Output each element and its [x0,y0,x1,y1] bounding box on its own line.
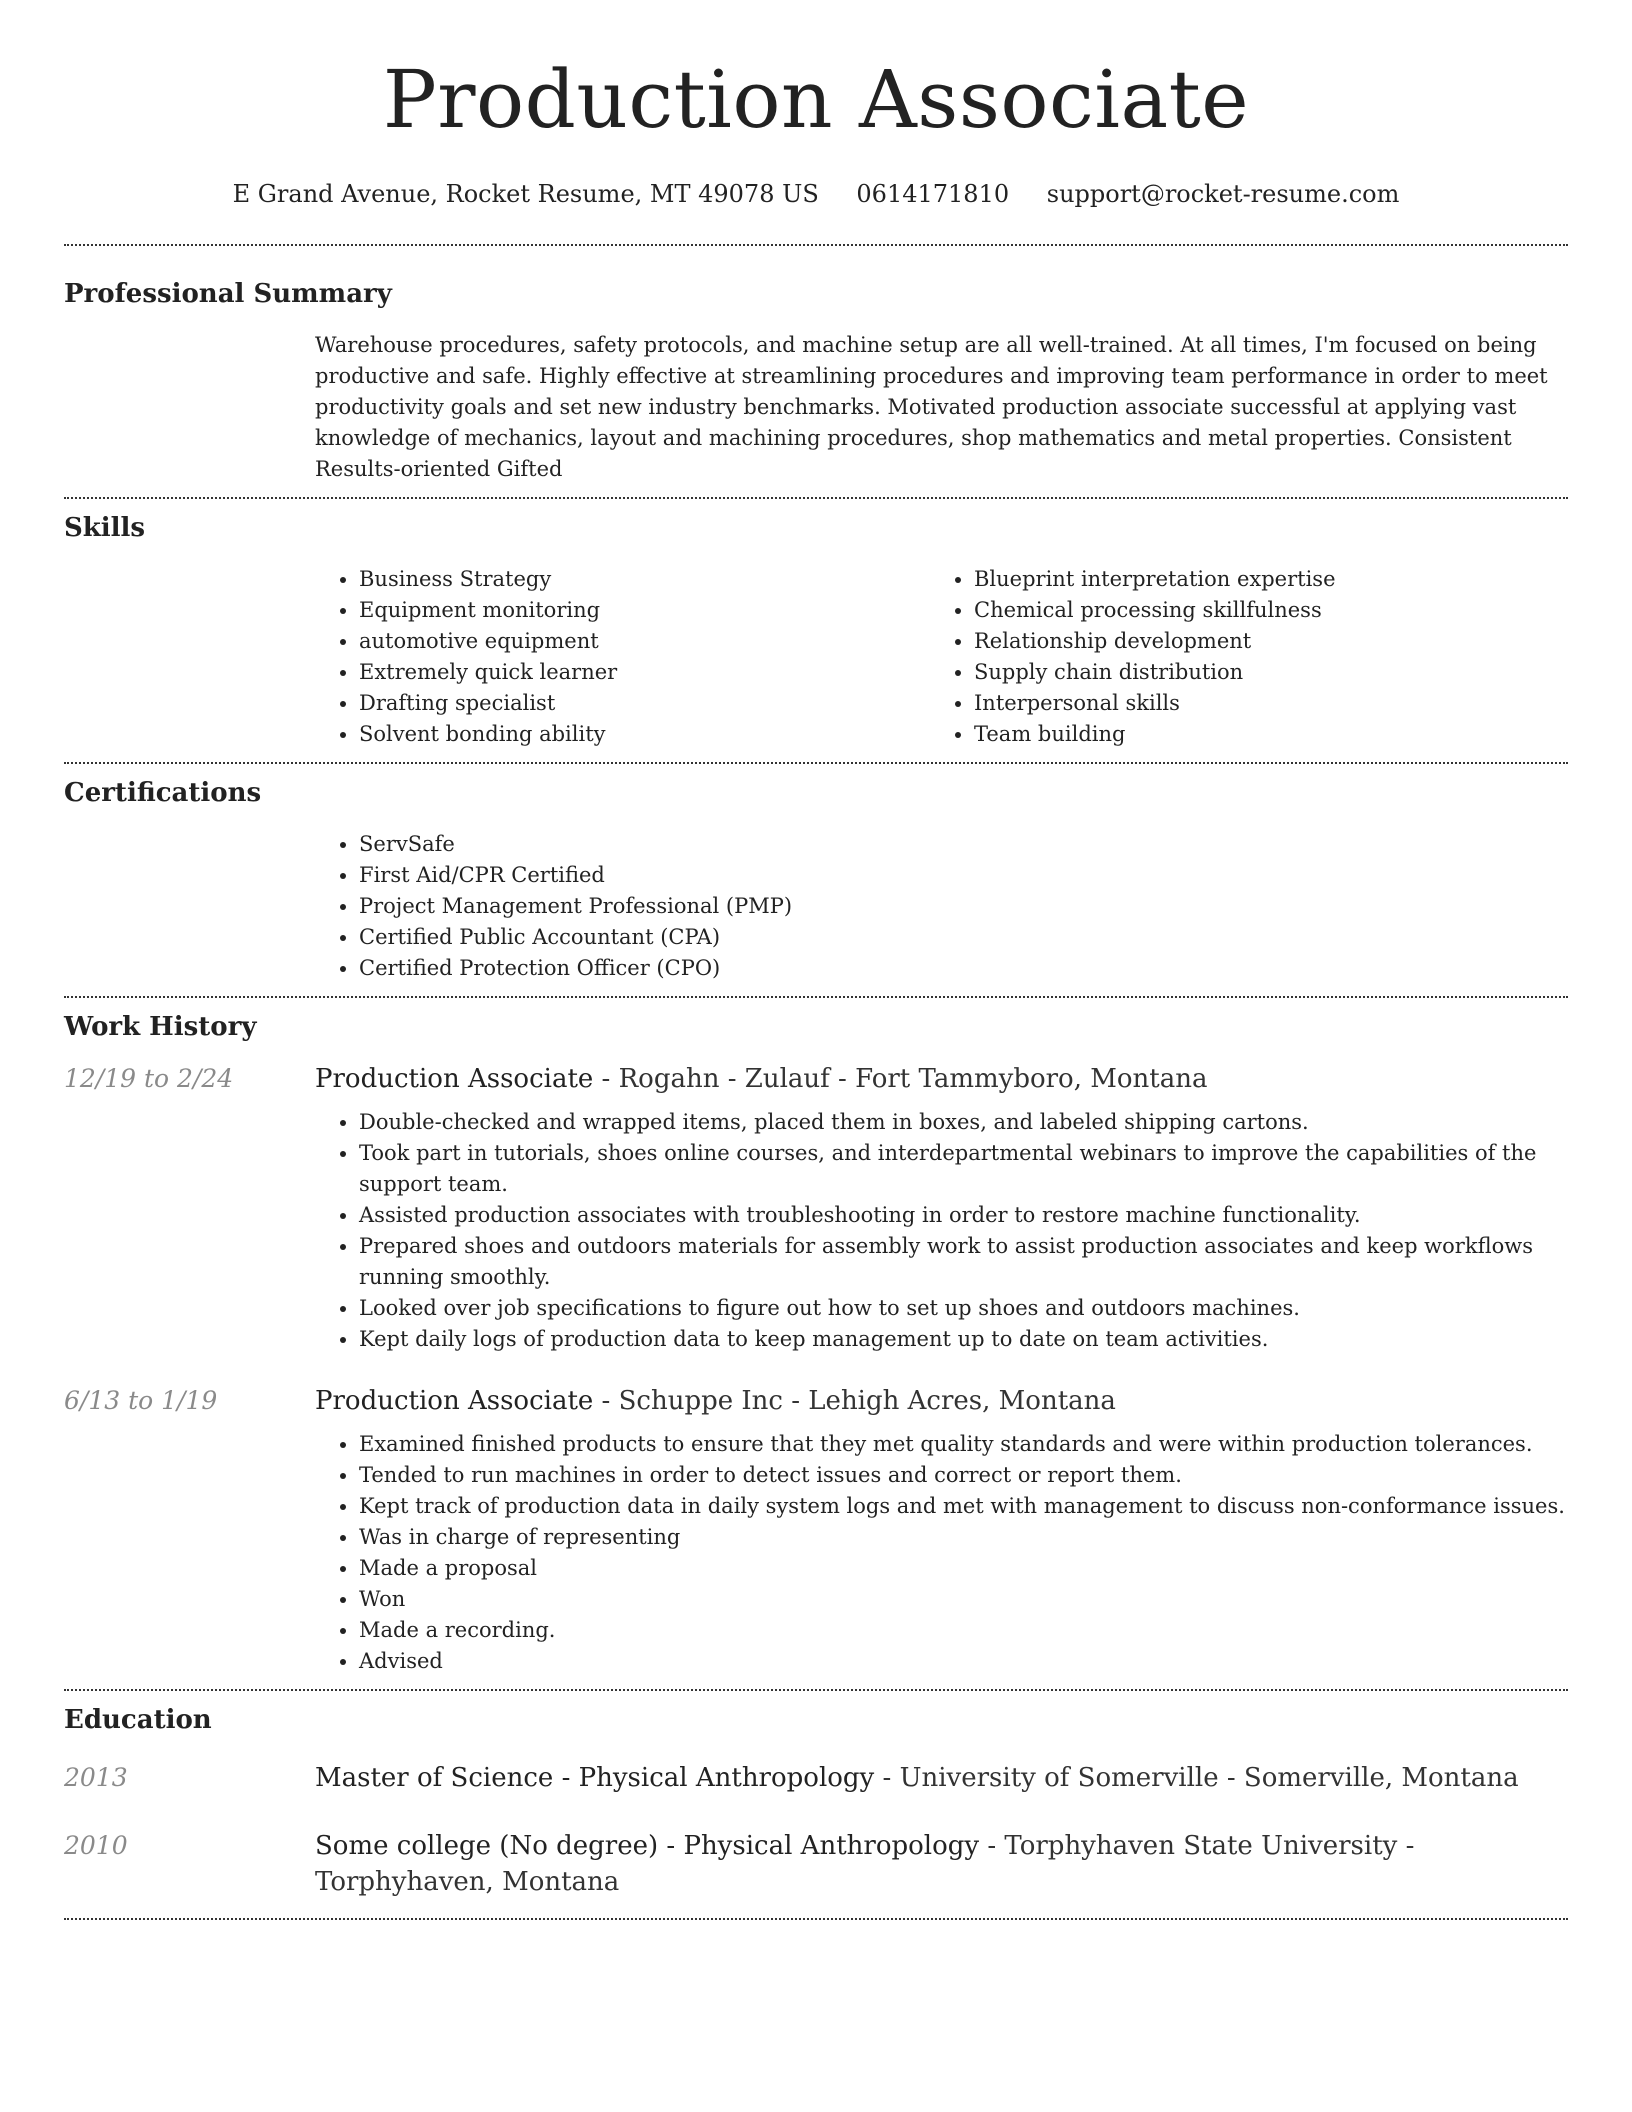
contact-address: E Grand Avenue, Rocket Resume, MT 49078 US [232,180,819,208]
job-bullet: • Assisted production associates with troubleshooting in order to restore machine functionality. [359,1200,1568,1231]
summary-section [64,246,1568,497]
certifications-body [315,829,1568,996]
certifications-list [315,829,1568,984]
job-bullet: • Tended to run machines in order to detect issues and correct or report them. [359,1460,1568,1491]
job-bullet: • Advised [359,1646,1568,1677]
job-bullet: • Double-checked and wrapped items, placed them in boxes, and labeled shipping cartons. [359,1107,1568,1138]
summary-text: Warehouse procedures, safety protocols, and machine setup are all well-trained. At all times, I'm focused on being productive and safe. Highly effective at streamlining procedures and improving team performance in order to meet productivity goals and set new industry benchmarks. Motivated production associate successful at applying vast knowledge of mechanics, layout and machining procedures, shop mathematics and metal properties. Consistent Results-oriented Gifted [315,333,1548,481]
job-bullet: • Examined finished products to ensure that they met quality standards and were within production tolerances. [359,1429,1568,1460]
skill-item: • Team building [974,719,1545,750]
skill-item: • Blueprint interpretation expertise [974,564,1545,595]
skills-list-left [315,564,930,750]
education-degree: Master of Science - Physical Anthropology [315,1763,875,1793]
education-entry [64,1760,1568,1796]
education-title: Education [64,1705,212,1735]
job-details: - Schuppe Inc - Lehigh Acres, Montana [593,1386,1116,1416]
certification-item: • Project Management Professional (PMP) [359,891,1568,922]
contact-line [64,178,1568,210]
divider [64,1918,1568,1920]
job-bullet: • Made a proposal [359,1553,1568,1584]
job-bullet: • Won [359,1584,1568,1615]
job-dates: 6/13 to 1/19 [64,1386,218,1415]
contact-email: support@rocket-resume.com [1046,180,1400,208]
job-heading [315,1383,1568,1419]
job-bullet: • Was in charge of representing [359,1522,1568,1553]
job-bullets [315,1107,1568,1355]
certification-item: • ServSafe [359,829,1568,860]
work-title: Work History [64,1012,257,1042]
job-bullet: • Looked over job specifications to figure out how to set up shoes and outdoors machines. [359,1293,1568,1324]
job-content [315,1383,1568,1677]
job-bullet: • Kept track of production data in daily system logs and met with management to discuss non-conformance issues. [359,1491,1568,1522]
resume-name: Production Associate [382,53,1250,146]
job-title: Production Associate [315,1386,594,1416]
job-bullet: • Made a recording. [359,1615,1568,1646]
job-title: Production Associate [315,1064,594,1094]
job-content [315,1061,1568,1355]
skill-item: • Supply chain distribution [974,657,1545,688]
job-entry [64,1383,1568,1689]
summary-title: Professional Summary [64,279,392,309]
skills-grid [315,564,1568,762]
skills-list-right [930,564,1545,750]
job-bullet: • Took part in tutorials, shoes online courses, and interdepartmental webinars to improve the capabilities of the support team. [359,1138,1568,1200]
skill-item: • Chemical processing skillfulness [974,595,1545,626]
resume-page [64,0,1568,1920]
work-section [64,998,1568,1689]
certifications-title: Certifications [64,778,262,808]
job-heading [315,1061,1568,1097]
skill-item: • Equipment monitoring [359,595,930,626]
education-entry [64,1828,1568,1918]
education-heading [315,1760,1568,1796]
skills-section [64,499,1568,762]
certifications-section [64,764,1568,996]
job-bullet: • Prepared shoes and outdoors materials for assembly work to assist production associates and keep workflows running smoothly. [359,1231,1568,1293]
skill-item: • Solvent bonding ability [359,719,930,750]
certification-item: • Certified Public Accountant (CPA) [359,922,1568,953]
job-details: - Rogahn - Zulauf - Fort Tammyboro, Montana [593,1064,1208,1094]
skill-item: • Interpersonal skills [974,688,1545,719]
education-year: 2013 [64,1763,128,1792]
education-heading [315,1828,1568,1900]
education-school: - Torphyhaven State University - Torphyhaven, Montana [315,1831,1415,1897]
job-entry [64,1061,1568,1355]
education-degree: Some college (No degree) - Physical Anthropology [315,1831,980,1861]
contact-phone: 0614171810 [856,180,1010,208]
skill-item: • Relationship development [974,626,1545,657]
education-section [64,1691,1568,1918]
job-bullets [315,1429,1568,1677]
skill-item: • Business Strategy [359,564,930,595]
job-bullet: • Kept daily logs of production data to keep management up to date on team activities. [359,1324,1568,1355]
certification-item: • Certified Protection Officer (CPO) [359,953,1568,984]
skill-item: • Extremely quick learner [359,657,930,688]
skill-item: • automotive equipment [359,626,930,657]
certification-item: • First Aid/CPR Certified [359,860,1568,891]
job-dates: 12/19 to 2/24 [64,1064,234,1093]
skill-item: • Drafting specialist [359,688,930,719]
skills-title: Skills [64,513,146,543]
education-school: - University of Somerville - Somerville, Montana [874,1763,1519,1793]
education-year: 2010 [64,1831,128,1860]
